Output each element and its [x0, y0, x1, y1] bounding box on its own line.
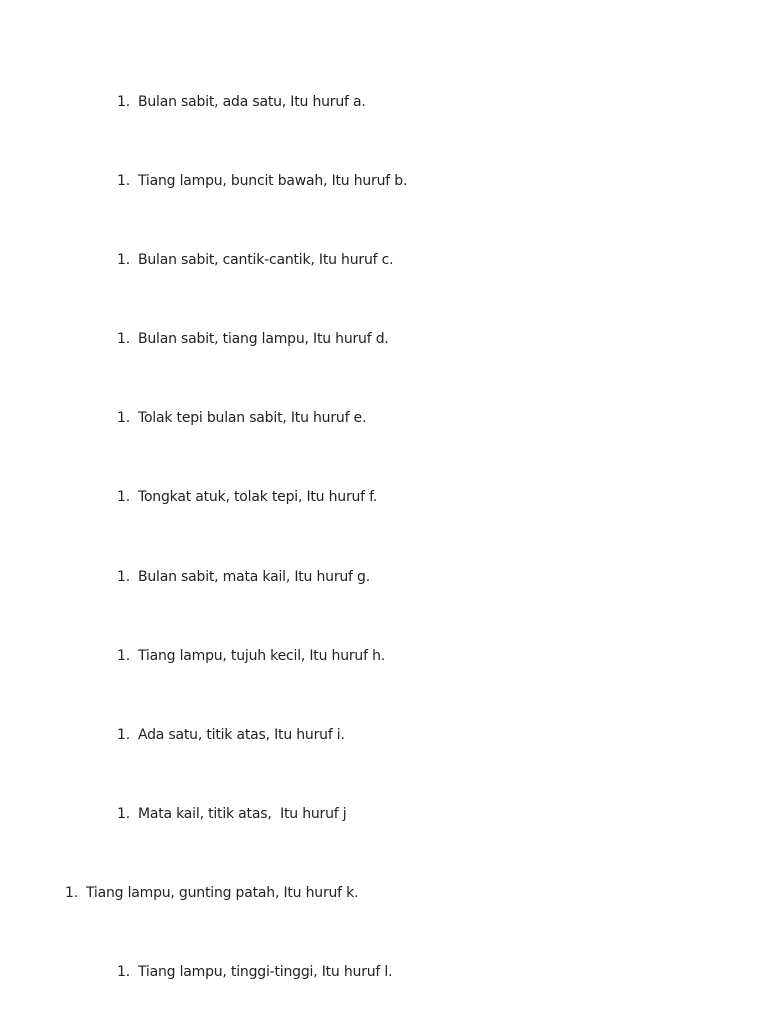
list-item [65, 884, 358, 902]
list-number: 1. [117, 410, 130, 426]
list-number: 1. [117, 252, 130, 268]
list-item [117, 93, 366, 111]
list-number: 1. [117, 489, 130, 505]
list-text: Tiang lampu, gunting patah, Itu huruf k. [85, 885, 359, 901]
list-number: 1. [117, 806, 130, 822]
list-item [117, 409, 366, 427]
list-number: 1. [117, 569, 130, 585]
list-number: 1. [117, 173, 130, 189]
list-item [117, 488, 377, 506]
list-number: 1. [117, 727, 130, 743]
list-number: 1. [117, 94, 130, 110]
list-item [117, 805, 346, 823]
list-number: 1. [117, 648, 130, 664]
list-text: Tiang lampu, tinggi-tinggi, Itu huruf l. [137, 964, 393, 980]
list-item [117, 251, 393, 269]
list-text: Mata kail, titik atas, Itu huruf j [137, 806, 347, 822]
list-text: Tiang lampu, buncit bawah, Itu huruf b. [137, 173, 408, 189]
list-item [117, 726, 345, 744]
list-item [117, 647, 385, 665]
list-number: 1. [117, 331, 130, 347]
list-number: 1. [65, 885, 78, 901]
list-text: Bulan sabit, cantik-cantik, Itu huruf c. [137, 252, 394, 268]
list-text: Tongkat atuk, tolak tepi, Itu huruf f. [137, 489, 378, 505]
list-text: Tolak tepi bulan sabit, Itu huruf e. [137, 410, 367, 426]
list-item [117, 568, 370, 586]
list-text: Tiang lampu, tujuh kecil, Itu huruf h. [137, 648, 386, 664]
list-item [117, 330, 389, 348]
list-text: Bulan sabit, tiang lampu, Itu huruf d. [137, 331, 389, 347]
list-text: Bulan sabit, mata kail, Itu huruf g. [137, 569, 370, 585]
list-text: Ada satu, titik atas, Itu huruf i. [137, 727, 345, 743]
list-number: 1. [117, 964, 130, 980]
list-item [117, 172, 407, 190]
list-text: Bulan sabit, ada satu, Itu huruf a. [137, 94, 366, 110]
list-item [117, 963, 392, 981]
